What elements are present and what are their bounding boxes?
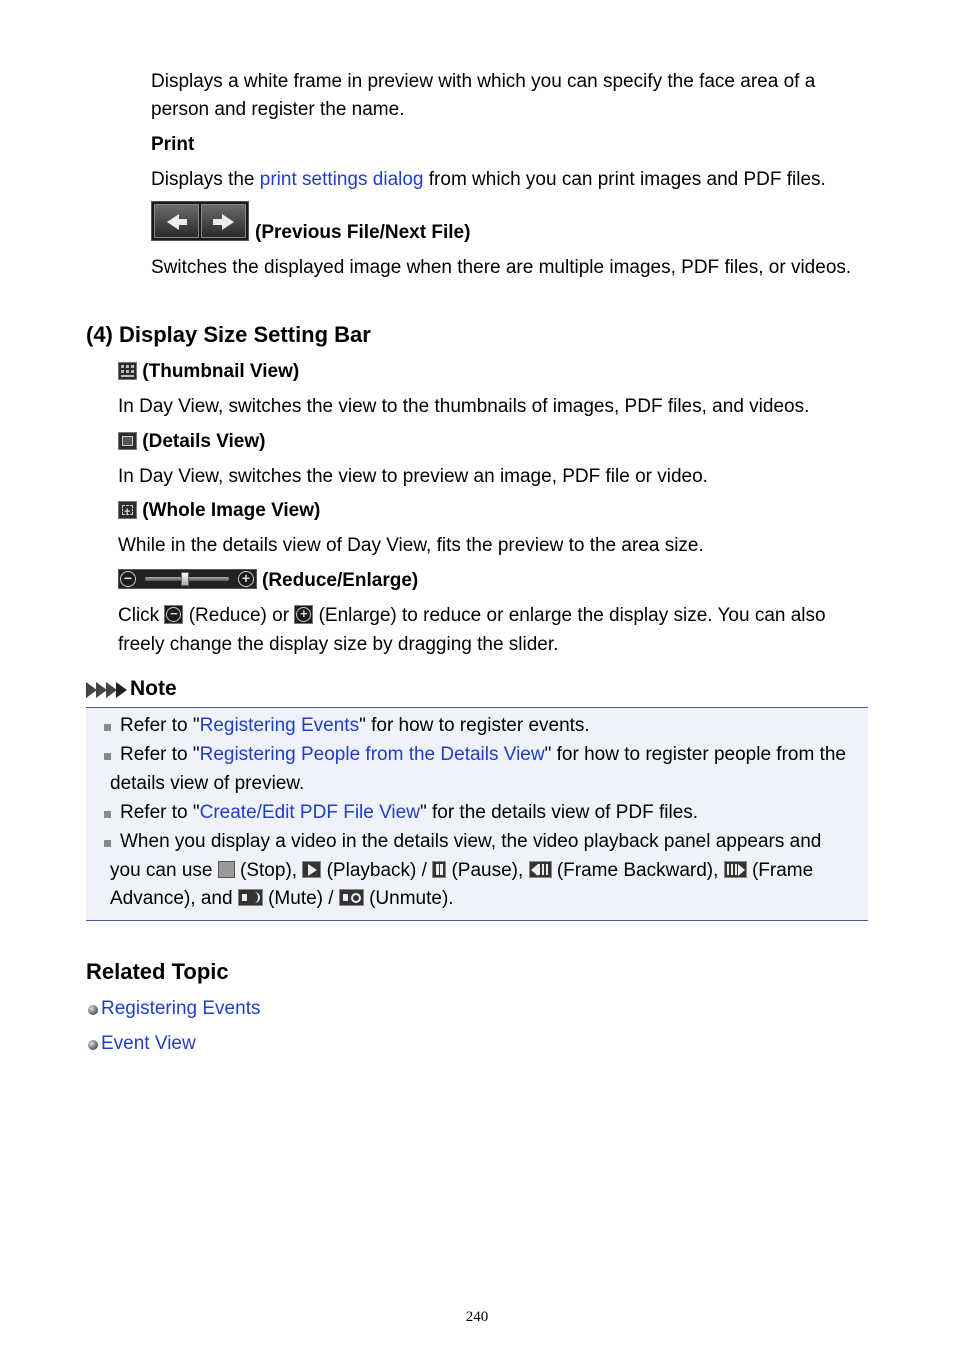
reduce-enlarge-text-3: (Enlarge) to reduce or enlarge the display size. You can also bbox=[313, 605, 826, 626]
print-heading: Print bbox=[151, 134, 195, 155]
prevnext-description: Switches the displayed image when there are multiple images, PDF files, or videos. bbox=[151, 257, 852, 278]
print-settings-dialog-link[interactable]: print settings dialog bbox=[259, 169, 424, 190]
details-view-label: (Details View) bbox=[142, 431, 266, 452]
page-number: 240 bbox=[465, 1309, 489, 1325]
reduce-enlarge-desc-line-2: freely change the display size by dragging the slider. bbox=[118, 634, 559, 655]
mute-icon bbox=[238, 889, 263, 906]
whole-image-view-item bbox=[118, 497, 320, 525]
details-view-item bbox=[118, 428, 265, 456]
intro-line-1: Displays a white frame in preview with which you can specify the face area of a bbox=[151, 71, 816, 92]
note-bullet-3-post: " for the details view of PDF files. bbox=[419, 802, 699, 823]
you-can-use-text: you can use bbox=[110, 860, 218, 881]
details-view-icon bbox=[118, 432, 137, 450]
whole-image-view-icon bbox=[118, 501, 137, 519]
note-bullet-1-post: " for how to register events. bbox=[359, 715, 590, 736]
mute-text: (Mute) / bbox=[262, 888, 339, 909]
frame-backward-icon bbox=[529, 861, 552, 878]
reduce-enlarge-text-2: (Reduce) or bbox=[183, 605, 295, 626]
note-bullet-4-line-1: When you display a video in the details view, the video playback panel appears and bbox=[120, 831, 822, 852]
frame-advance-text: (Frame bbox=[746, 860, 814, 881]
note-bullet-2-line-2: details view of preview. bbox=[110, 773, 305, 794]
prevnext-label: (Previous File/Next File) bbox=[255, 222, 471, 243]
reduce-enlarge-label: (Reduce/Enlarge) bbox=[262, 570, 419, 591]
registering-people-link[interactable]: Registering People from the Details View bbox=[199, 744, 545, 765]
related-link-item bbox=[88, 1030, 196, 1058]
note-bullet-2-post: " for how to register people from the bbox=[544, 744, 847, 765]
note-box bbox=[86, 707, 868, 921]
pause-text: (Pause), bbox=[446, 860, 529, 881]
bullet-dot-icon bbox=[88, 1005, 98, 1015]
note-bullet-1 bbox=[104, 712, 590, 740]
note-bullet-4-line-2 bbox=[110, 857, 813, 885]
stop-icon bbox=[218, 861, 235, 878]
reduce-icon: − bbox=[120, 571, 136, 587]
refer-to-text: Refer to " bbox=[120, 744, 200, 765]
print-desc-post: from which you can print images and PDF files. bbox=[423, 169, 826, 190]
intro-line-2: person and register the name. bbox=[151, 99, 405, 120]
advance-text: Advance), and bbox=[110, 888, 238, 909]
thumbnail-view-item bbox=[118, 358, 299, 386]
thumbnail-view-label: (Thumbnail View) bbox=[142, 361, 300, 382]
registering-events-link[interactable]: Registering Events bbox=[199, 715, 360, 736]
playback-text: (Playback) / bbox=[321, 860, 433, 881]
bullet-dot-icon bbox=[88, 1040, 98, 1050]
reduce-enlarge-text-1: Click bbox=[118, 605, 165, 626]
previous-file-icon bbox=[154, 204, 199, 238]
enlarge-icon: + bbox=[238, 571, 254, 587]
bullet-square-icon bbox=[104, 811, 111, 818]
whole-image-view-label: (Whole Image View) bbox=[142, 500, 321, 521]
related-registering-events-link[interactable]: Registering Events bbox=[101, 998, 261, 1019]
frame-backward-text: (Frame Backward), bbox=[551, 860, 724, 881]
create-edit-pdf-link[interactable]: Create/Edit PDF File View bbox=[199, 802, 420, 823]
print-desc-pre: Displays the bbox=[151, 169, 260, 190]
note-bullet-2 bbox=[104, 741, 846, 769]
pause-icon bbox=[432, 861, 446, 878]
note-title: Note bbox=[130, 677, 177, 700]
related-event-view-link[interactable]: Event View bbox=[101, 1033, 196, 1054]
next-file-icon bbox=[201, 204, 246, 238]
frame-advance-icon bbox=[724, 861, 747, 878]
stop-text: (Stop), bbox=[234, 860, 303, 881]
print-description bbox=[151, 166, 826, 194]
unmute-icon bbox=[339, 889, 364, 906]
whole-image-view-desc: While in the details view of Day View, fits the preview to the area size. bbox=[118, 535, 704, 556]
related-link-item bbox=[88, 995, 260, 1023]
note-bullet-4-line-3 bbox=[110, 885, 454, 913]
reduce-enlarge-slider-icon bbox=[118, 569, 257, 589]
note-chevrons-icon bbox=[86, 681, 128, 699]
bullet-square-icon bbox=[104, 724, 111, 731]
thumbnail-view-icon bbox=[118, 362, 137, 380]
related-topic-heading: Related Topic bbox=[86, 959, 229, 984]
refer-to-text: Refer to " bbox=[120, 715, 200, 736]
refer-to-text: Refer to " bbox=[120, 802, 200, 823]
enlarge-icon: + bbox=[294, 605, 313, 624]
unmute-text: (Unmute). bbox=[363, 888, 454, 909]
intro-paragraph bbox=[151, 68, 815, 124]
slider-knob-icon bbox=[181, 572, 189, 586]
reduce-enlarge-desc-line-1 bbox=[118, 602, 826, 630]
bullet-square-icon bbox=[104, 840, 111, 847]
note-bullet-3 bbox=[104, 799, 698, 827]
reduce-icon: − bbox=[164, 605, 183, 624]
section-4-heading: (4) Display Size Setting Bar bbox=[86, 322, 371, 347]
bullet-square-icon bbox=[104, 753, 111, 760]
playback-icon bbox=[302, 861, 321, 878]
details-view-desc: In Day View, switches the view to preview an image, PDF file or video. bbox=[118, 466, 708, 487]
previous-next-file-buttons-icon bbox=[151, 201, 249, 241]
note-bullet-4 bbox=[104, 828, 821, 856]
thumbnail-view-desc: In Day View, switches the view to the thumbnails of images, PDF files, and videos. bbox=[118, 396, 810, 417]
